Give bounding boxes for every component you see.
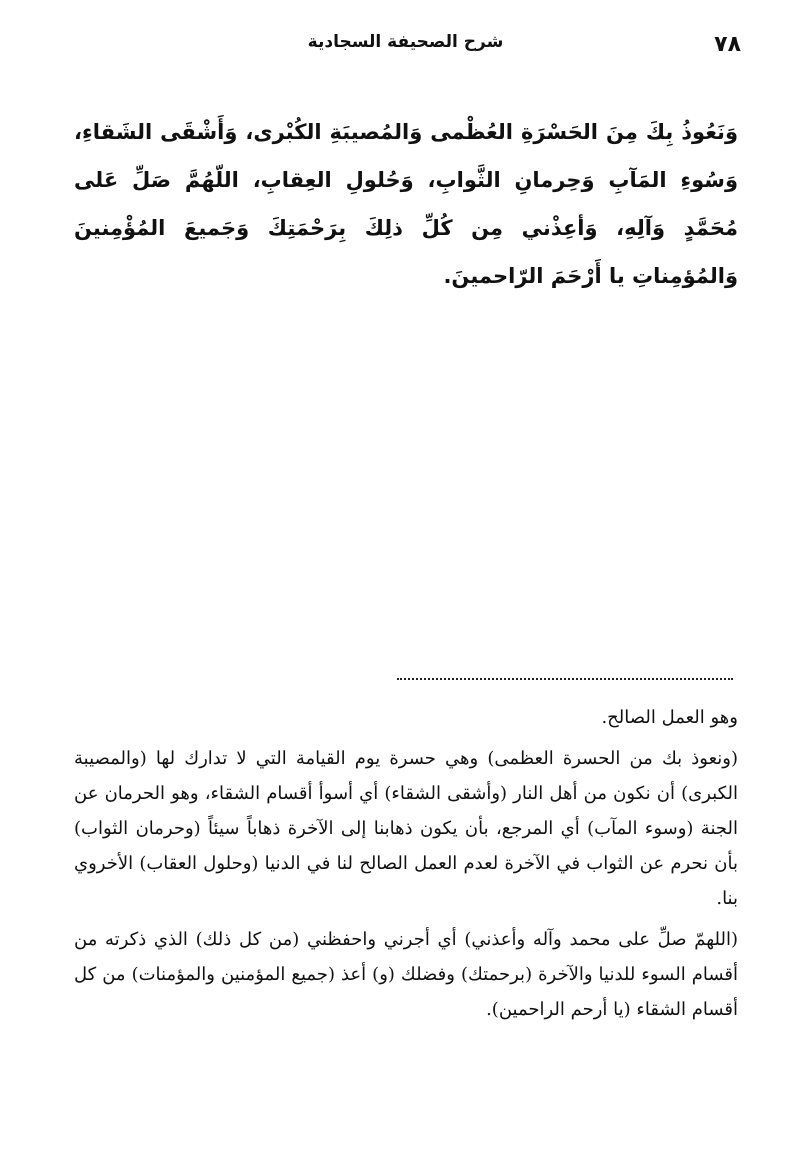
footnote-separator (397, 678, 733, 680)
page-header (70, 28, 741, 68)
commentary-paragraph: وهو العمل الصالح. (601, 707, 738, 728)
running-title: شرح الصحيفة السجادية (307, 32, 504, 52)
commentary-paragraph: (اللهمّ صلِّ على محمد وآله وأعذني) أي أجرني واحفظني (من كل ذلك) الذي ذكرته من أقسام السوء للدنيا والآخرة (برحمتك) وفضلك (و) أعذ (جميع المؤمنين والمؤمنات) من كل أقسام الشقاء (يا أرحم الراحمين). (74, 929, 738, 1020)
commentary-paragraph: (ونعوذ بك من الحسرة العظمى) وهي حسرة يوم القيامة التي لا تدارك لها (والمصيبة الكبرى) أن نكون من أهل النار (وأشقى الشقاء) أي أسوأ أقسام الشقاء، وهو الحرمان عن الجنة (وسوء المآب) أي المرجع، بأن يكون ذهابنا إلى الآخرة ذهاباً سيئاً (وحرمان الثواب) بأن نحرم عن الثواب في الآخرة لعدم العمل الصالح لنا في الدنيا (وحلول العقاب) الأخروي بنا. (74, 748, 738, 909)
page-number: ٧٨ (714, 32, 741, 57)
commentary (74, 700, 738, 1033)
supplication-text: وَنَعُوذُ بِكَ مِنَ الحَسْرَةِ العُظْمى وَالمُصيبَةِ الكُبْرى، وَأَشْقَى الشَقاءِ، وَسُوءِ المَآبِ وَحِرمانِ الثَّوابِ، وَحُلولِ العِقابِ، اللّهُمَّ صَلِّ عَلى مُحَمَّدٍ وَآلِهِ، وَأعِذْني مِن كُلِّ ذلِكَ بِرَحْمَتِكَ وَجَميعَ المُؤْمِنينَ وَالمُؤمِناتِ يا أَرْحَمَ الرّاحمينَ. (74, 120, 738, 288)
